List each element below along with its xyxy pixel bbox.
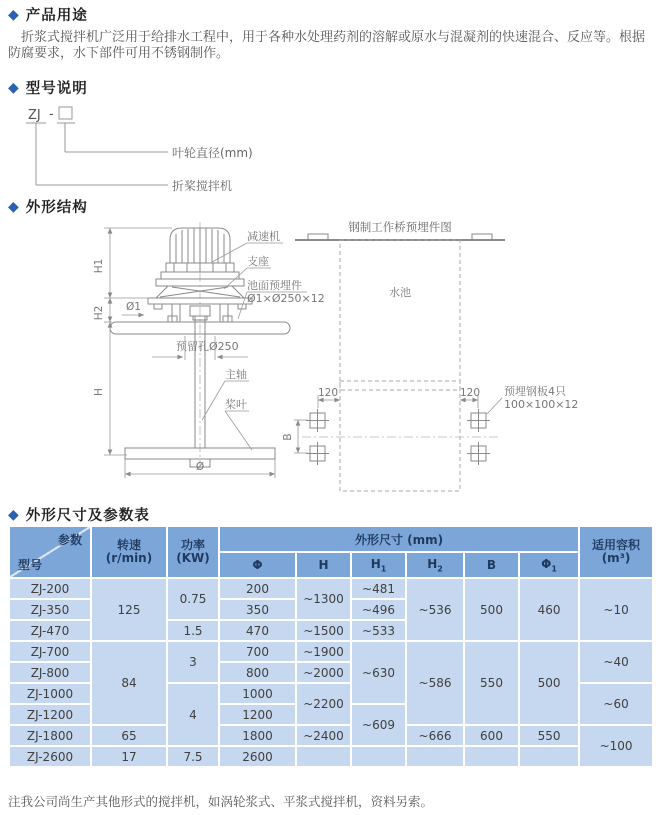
value-cell: ~10	[579, 578, 653, 641]
volume-header	[579, 526, 653, 578]
usage-paragraph: 折浆式搅拌机广泛用于给排水工程中，用于各种水处理药剂的溶解或原水与混凝剂的快速混合、反应等。根据防腐要求，水下部件可用不锈钢制作。	[8, 30, 646, 61]
value-cell: 1800	[219, 725, 296, 746]
dim-d-label: Ø	[195, 461, 205, 473]
model-cell: ZJ-700	[9, 641, 91, 662]
value-cell: ~630	[351, 641, 406, 704]
value-cell: ~496	[351, 599, 406, 620]
section-title: 型号说明	[25, 81, 88, 97]
value-cell	[464, 746, 519, 767]
value-cell: 500	[519, 641, 579, 725]
pool-label: 水池	[389, 286, 411, 299]
section-title: 产品用途	[25, 8, 88, 24]
volume-label: 适用容积	[592, 538, 641, 552]
value-cell: 2600	[219, 746, 296, 767]
model-code-diagram	[0, 100, 400, 196]
blade-label: 桨叶	[225, 398, 247, 411]
parameters-table	[8, 525, 654, 768]
shaft-label: 主轴	[225, 368, 247, 381]
structure-drawing	[0, 213, 660, 503]
corner-model-label: 型号	[18, 558, 43, 572]
value-cell: ~2200	[296, 683, 351, 725]
value-cell: 500	[464, 578, 519, 641]
value-cell: 3	[167, 641, 219, 683]
value-cell	[519, 746, 579, 767]
corner-param-label: 参数	[57, 533, 82, 547]
dim-b-label: B	[282, 433, 294, 441]
dim-120-right: 120	[459, 387, 481, 399]
embed-plate-label: 预埋钢板4只	[504, 385, 566, 398]
value-cell: ~40	[579, 641, 653, 683]
dim-col-header: $H_1$	[351, 552, 406, 578]
reducer-label: 减速机	[247, 230, 280, 243]
diamond-bullet-icon: ◆	[8, 506, 19, 523]
value-cell: ~2400	[296, 725, 351, 746]
model-connector-lines	[26, 123, 168, 185]
speed-unit: (r/min)	[105, 551, 153, 565]
model-box-placeholder	[59, 107, 72, 119]
corner-header-cell	[9, 526, 91, 578]
value-cell: ~481	[351, 578, 406, 599]
model-cell: ZJ-2600	[9, 746, 91, 767]
value-cell: 1.5	[167, 620, 219, 641]
model-cell: ZJ-1800	[9, 725, 91, 746]
dim-col-header: B	[464, 552, 519, 578]
speed-label: 转速	[116, 538, 141, 552]
support-label: 支座	[247, 255, 269, 268]
dim-col-header: $H_2$	[406, 552, 464, 578]
model-cell: ZJ-470	[9, 620, 91, 641]
diamond-bullet-icon: ◆	[8, 79, 19, 96]
model-cell: ZJ-1200	[9, 704, 91, 725]
embed-plate-size: 100×100×12	[504, 398, 579, 411]
value-cell	[406, 746, 464, 767]
deck-embed-label: 池面预埋件	[247, 279, 302, 292]
value-cell: 1200	[219, 704, 296, 725]
value-cell: 550	[519, 725, 579, 746]
value-cell: 600	[464, 725, 519, 746]
value-cell: 350	[219, 599, 296, 620]
value-cell: ~536	[406, 578, 464, 641]
value-cell: 84	[91, 641, 167, 725]
value-cell: ~100	[579, 725, 653, 767]
diamond-bullet-icon: ◆	[8, 6, 19, 23]
value-cell: 200	[219, 578, 296, 599]
power-label: 功率	[180, 538, 205, 552]
value-cell: ~1300	[296, 578, 351, 620]
value-cell: 7.5	[167, 746, 219, 767]
embed-plates-figure	[282, 381, 578, 491]
section-title: 外形尺寸及参数表	[25, 508, 150, 524]
table-row	[9, 578, 653, 599]
table-row	[9, 641, 653, 662]
dim-d1-label: Ø1	[126, 301, 141, 313]
header-row-1	[9, 526, 653, 552]
deck-embed-size: Ø1×Ø250×12	[247, 292, 325, 305]
dim-h-label: H	[93, 388, 105, 396]
section-table-heading	[8, 504, 150, 525]
model-cell: ZJ-200	[9, 578, 91, 599]
model-separator: -	[49, 107, 54, 122]
dim-120-left: 120	[317, 387, 339, 399]
volume-unit: (m³)	[601, 551, 631, 565]
value-cell	[296, 746, 351, 767]
dim-h1-label: H1	[93, 258, 105, 274]
power-unit: (KW)	[176, 551, 210, 565]
value-cell: ~2000	[296, 662, 351, 683]
value-cell: 1000	[219, 683, 296, 704]
value-cell: 470	[219, 620, 296, 641]
model-cell: ZJ-350	[9, 599, 91, 620]
section-title: 外形结构	[25, 200, 88, 216]
dims-group-header: 外形尺寸 (mm)	[219, 526, 579, 552]
bridge-embed-figure	[295, 220, 505, 390]
power-header	[167, 526, 219, 578]
table-row	[9, 746, 653, 767]
value-cell: 125	[91, 578, 167, 641]
value-cell: 800	[219, 662, 296, 683]
value-cell: ~666	[406, 725, 464, 746]
value-cell: 4	[167, 683, 219, 746]
section-usage-heading	[8, 4, 88, 25]
value-cell: 17	[91, 746, 167, 767]
value-cell: 0.75	[167, 578, 219, 620]
reserved-hole-label: 预留孔Ø250	[176, 340, 239, 353]
value-cell: 550	[464, 641, 519, 725]
motor-fins	[176, 228, 224, 263]
mixer-type-label: 折桨搅拌机	[172, 179, 233, 193]
value-cell: ~1500	[296, 620, 351, 641]
dim-h2-label: H2	[93, 305, 105, 321]
value-cell: ~60	[579, 683, 653, 725]
value-cell	[351, 746, 406, 767]
model-code-text: ZJ	[28, 108, 41, 123]
value-cell: ~586	[406, 641, 464, 725]
value-cell: ~609	[351, 704, 406, 746]
value-cell: ~1900	[296, 641, 351, 662]
value-cell: 460	[519, 578, 579, 641]
impeller-diameter-label: 叶轮直径(mm)	[172, 146, 253, 160]
section-model-heading	[8, 77, 88, 98]
model-cell: ZJ-1000	[9, 683, 91, 704]
diamond-bullet-icon: ◆	[8, 198, 19, 215]
model-cell: ZJ-800	[9, 662, 91, 683]
value-cell: 65	[91, 725, 167, 746]
dim-col-header: $\Phi_1$	[519, 552, 579, 578]
table-row	[9, 725, 653, 746]
value-cell: ~533	[351, 620, 406, 641]
footer-note: 注我公司尚生产其他形式的搅拌机，如涡轮浆式、平浆式搅拌机，资料另索。	[8, 794, 434, 809]
speed-header	[91, 526, 167, 578]
dim-col-header: H	[296, 552, 351, 578]
dim-col-header: Φ	[219, 552, 296, 578]
value-cell: 700	[219, 641, 296, 662]
bridge-figure-title: 钢制工作桥预埋件图	[348, 220, 452, 234]
